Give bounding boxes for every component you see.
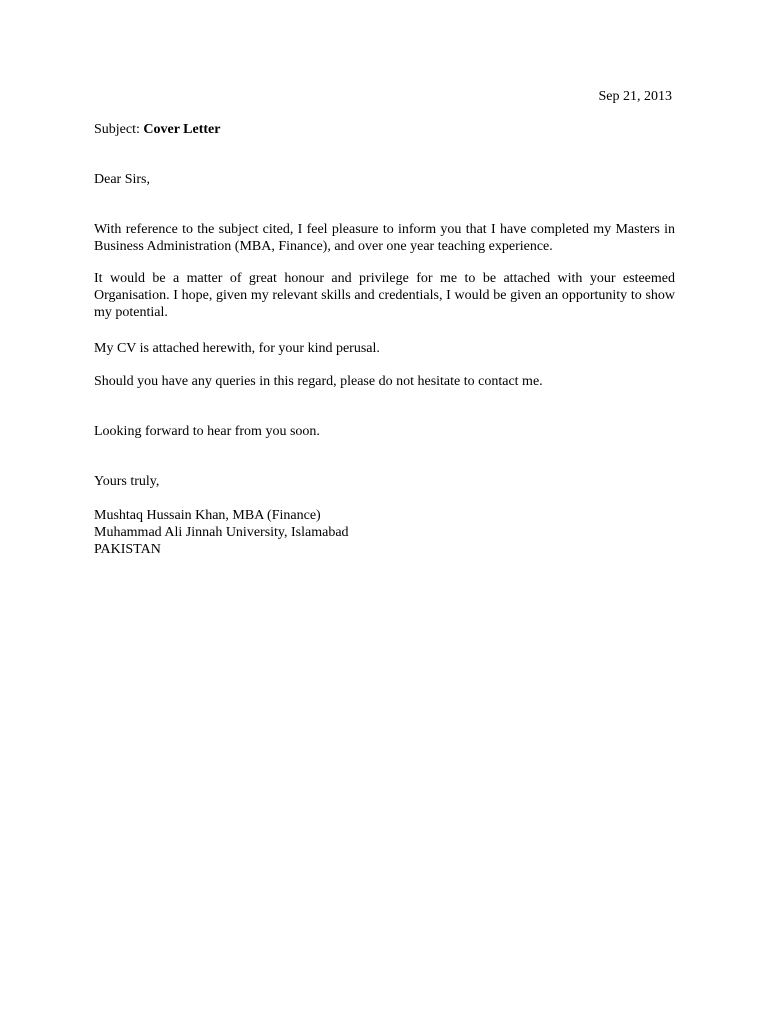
- paragraph-qualifications: With reference to the subject cited, I feel pleasure to inform you that I have completed my Masters in Business Administration (MBA, Finance), and over one year teaching experience.: [94, 222, 675, 254]
- signer-institution: Muhammad Ali Jinnah University, Islamabad: [94, 525, 349, 540]
- subject-label: Subject:: [94, 122, 140, 137]
- signer-country: PAKISTAN: [94, 542, 161, 557]
- signer-name: Mushtaq Hussain Khan, MBA (Finance): [94, 508, 321, 523]
- paragraph-looking-forward: Looking forward to hear from you soon.: [94, 424, 320, 439]
- closing: Yours truly,: [94, 474, 160, 489]
- letter-date: Sep 21, 2013: [598, 89, 672, 104]
- signature-block: [94, 507, 675, 558]
- subject-line: [94, 121, 675, 138]
- subject-value: Cover Letter: [143, 122, 221, 137]
- salutation: Dear Sirs,: [94, 172, 150, 187]
- paragraph-interest: It would be a matter of great honour and privilege for me to be attached with your esteemed Organisation. I hope, given my relevant skills and credentials, I would be given an opportunity to show my potential.: [94, 271, 675, 320]
- paragraph-queries: Should you have any queries in this regard, please do not hesitate to contact me.: [94, 374, 543, 389]
- paragraph-cv-attached: My CV is attached herewith, for your kind perusal.: [94, 341, 380, 356]
